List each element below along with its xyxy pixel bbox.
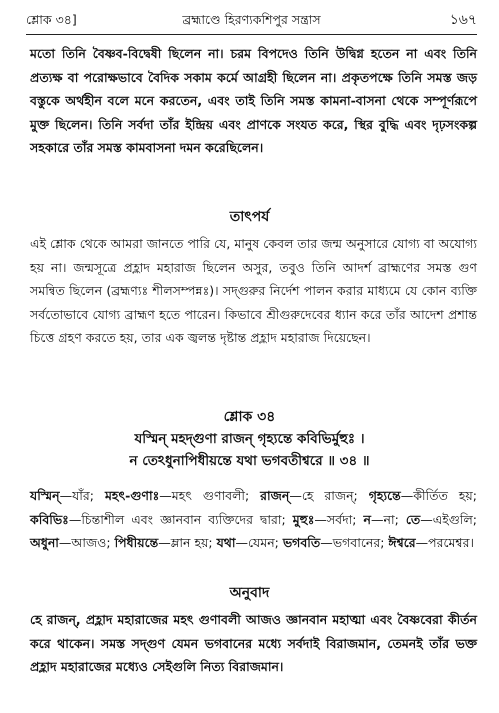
header-divider (26, 34, 477, 35)
synonym-meaning: —সর্বদা; (314, 511, 364, 527)
synonym-meaning: —ম্লান হয়; (158, 535, 217, 551)
synonym-term: যস্মিন্ (30, 488, 60, 503)
purport-paragraph: এই শ্লোক থেকে আমরা জানতে পারি যে, মানুষ কেবল তার জন্ম অনুসারে যোগ্য বা অযোগ্য হয় না। জন্মসূত্রে প্রহ্লাদ মহারাজ ছিলেন অসুর, তবুও তিনি আদর্শ ব্রাহ্মণের সমস্ত গুণ সমন্বিত ছিলেন (ব্রহ্মণ্যঃ শীলসম্পন্নঃ)। সদ্গুরুর নির্দেশ পালন করার মাধ্যমে যে কোন ব্যক্তি সর্বতোভাবে যোগ্য ব্রাহ্মণ হতে পারেন। কিভাবে শ্রীগুরুদেবের ধ্যান করে তাঁর আদেশ প্রশান্ত চিত্তে গ্রহণ করতে হয়, তার এক জ্বলন্ত দৃষ্টান্ত প্রহ্লাদ মহারাজ দিয়েছেন। (30, 236, 477, 346)
synonym-meaning: —ভগবানের; (320, 535, 389, 551)
word-synonyms (30, 484, 477, 555)
synonym-meaning: —হে রাজন্; (289, 488, 369, 503)
synonym-entry (30, 535, 115, 550)
synonym-meaning: —এইগুলি; (420, 511, 477, 527)
translation-heading: অনুবাদ (229, 585, 270, 601)
header-chapter-title: ব্রহ্মাণ্ডে হিরণ্যকশিপুর সন্ত্রাস (182, 12, 321, 27)
synonym-term: ঈশ্বরে (388, 535, 416, 551)
synonym-term: তে (405, 511, 421, 527)
synonym-meaning: —যেমন; (235, 535, 283, 551)
synonym-entry (293, 512, 364, 527)
synonym-meaning: —যাঁর; (59, 488, 105, 503)
synonym-entry (217, 535, 283, 550)
header-verse-ref: শ্লোক ৩৪] (26, 12, 77, 27)
verse-line: যস্মিন্ মহদ্গুণা রাজন্ গৃহ্যন্তে কবিভির্মুহুঃ । (134, 431, 365, 447)
synonym-entry (369, 488, 477, 503)
verse-heading: শ্লোক ৩৪ (223, 409, 276, 425)
running-header (26, 8, 477, 32)
synonym-entry (115, 535, 217, 550)
synonym-entry (388, 535, 474, 550)
synonym-term: মহৎ-গুণাঃ (104, 488, 160, 503)
synonym-term: গৃহ্যন্তে (368, 488, 401, 503)
synonym-term: পিধীয়ন্তে (114, 535, 159, 551)
verse-line: ন তেঽধুনাপিধীয়ন্তে যথা ভগবতীশ্বরে ॥ ৩৪ ॥ (129, 453, 370, 469)
opening-paragraph: মতো তিনি বৈষ্ণব-বিদ্বেষী ছিলেন না। চরম বিপদেও তিনি উদ্বিগ্ন হতেন না এবং তিনি প্রত্যক্ষ বা পরোক্ষভাবে বৈদিক সকাম কর্মে আগ্রহী ছিলেন না। প্রকৃতপক্ষে তিনি সমস্ত জড় বস্তুকে অর্থহীন বলে মনে করতেন, এবং তাই তিনি সমস্ত কামনা-বাসনা থেকে সম্পূর্ণরূপে মুক্ত ছিলেন। তিনি সর্বদা তাঁর ইন্দ্রিয় এবং প্রাণকে সংযত করে, স্থির বুদ্ধি এবং দৃঢ়সংকল্প সহকারে তাঁর সমস্ত কামবাসনা দমন করেছিলেন। (30, 46, 477, 156)
synonym-meaning: —কীর্তিত হয়; (400, 488, 477, 503)
sanskrit-verse (0, 428, 499, 472)
synonym-entry (283, 535, 389, 550)
synonym-term: কবিভিঃ (30, 511, 69, 527)
synonym-term: ন (363, 511, 372, 527)
synonym-entry (30, 512, 293, 527)
synonym-entry (364, 512, 406, 527)
synonym-term: মুহুঃ (292, 511, 315, 527)
synonym-entry (30, 488, 105, 503)
synonym-term: যথা (216, 535, 236, 551)
synonym-meaning: —মহৎ গুণাবলী; (159, 488, 261, 503)
page-number: ১৬৭ (449, 12, 477, 28)
synonym-entry (260, 488, 369, 503)
purport-heading: তাৎপর্য (229, 209, 270, 225)
synonym-term: রাজন্ (260, 488, 290, 503)
synonym-meaning: —আজও; (58, 535, 115, 551)
synonym-meaning: —চিন্তাশীল এবং জ্ঞানবান ব্যক্তিদের দ্বারা; (68, 511, 293, 527)
translation-paragraph: হে রাজন্, প্রহ্লাদ মহারাজের মহৎ গুণাবলী আজও জ্ঞানবান মহাত্মা এবং বৈষ্ণবেরা কীর্তন করে থাকেন। সমস্ত সদ্গুণ যেমন ভগবানের মধ্যে সর্বদাই বিরাজমান, তেমনই তাঁর ভক্ত প্রহ্লাদ মহারাজের মধ্যেও সেইগুলি নিত্য বিরাজমান। (30, 612, 477, 675)
synonym-meaning: —না; (371, 511, 406, 527)
synonym-meaning: —পরমেশ্বর। (415, 535, 474, 551)
synonym-term: অধুনা (30, 535, 59, 551)
synonym-term: ভগবতি (282, 535, 321, 551)
synonym-entry (406, 512, 477, 527)
synonym-entry (105, 488, 260, 503)
